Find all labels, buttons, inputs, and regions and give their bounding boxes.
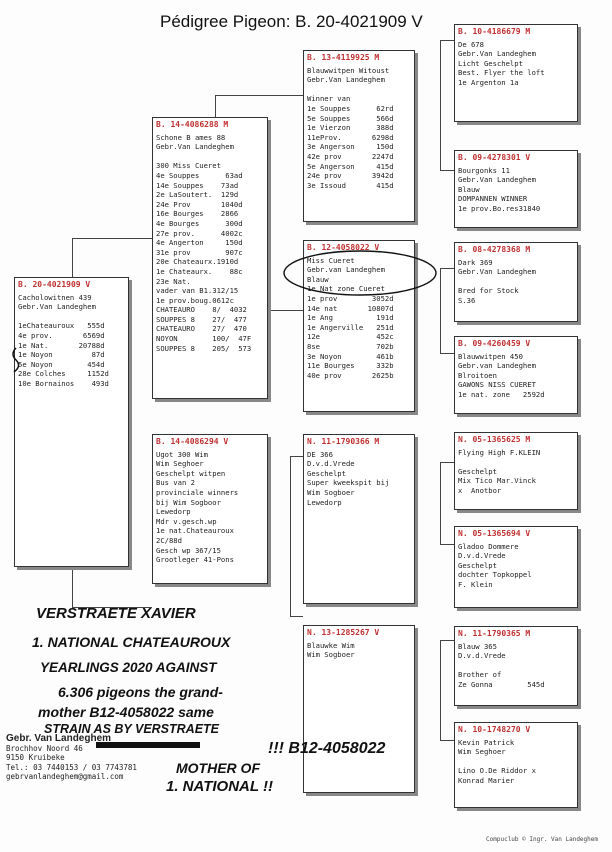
pedigree-line: Gebr.van Landeghem	[307, 265, 385, 275]
pedigree-line: 1e nat. zone 2592d	[458, 389, 545, 399]
pedigree-line: GAWONS NISS CUERET	[458, 380, 536, 390]
connector-line	[440, 462, 454, 463]
pedigree-line: Licht Geschelpt	[458, 58, 523, 68]
pedigree-line: Gebr.Van Landeghem	[458, 49, 536, 59]
pedigree-line: 1e Ang 191d	[307, 313, 394, 323]
ring-number: B. 20-4021909 V	[18, 280, 91, 289]
pedigree-line	[18, 312, 125, 322]
pedigree-line: 4e Angerton 150d	[156, 238, 243, 248]
pedigree-line: Blauw	[458, 184, 480, 194]
pedigree-line: 14e Souppes 73ad	[156, 180, 239, 190]
connector-line	[72, 567, 73, 607]
ggp-mmf-card	[454, 626, 578, 706]
pedigree-line: CHATEAURO 27/ 470	[156, 324, 247, 334]
pedigree-line: 3e Noyon 461b	[307, 351, 394, 361]
connector-line	[440, 40, 454, 41]
granddam-maternal-card	[303, 625, 415, 793]
pedigree-line: 16e Bourges 2866	[156, 209, 239, 219]
handwritten-note: MOTHER OF	[176, 760, 260, 776]
ring-number: B. 09-4278301 V	[458, 153, 531, 162]
ring-number: N. 05-1365625 M	[458, 435, 531, 444]
ring-number: B. 13-4119925 M	[307, 53, 380, 62]
pedigree-line: 14e nat 10807d	[307, 303, 394, 313]
page-title: Pédigree Pigeon: B. 20-4021909 V	[160, 12, 423, 31]
breeder-address: 9150 Kruibeke	[6, 753, 65, 762]
ring-number: B. 14-4086288 M	[156, 120, 229, 129]
ring-number: B. 12-4058022 V	[307, 243, 380, 252]
pedigree-line: Bred for Stock	[458, 286, 519, 296]
ring-number: N. 11-1790366 M	[307, 437, 380, 446]
pedigree-line: 23e Nat.	[156, 276, 191, 286]
pedigree-line: 8se 702b	[307, 341, 394, 351]
connector-line	[440, 740, 454, 741]
connector-line	[440, 640, 454, 641]
pedigree-line: De 678	[458, 39, 484, 49]
pedigree-line: Gebr.Van Landeghem	[307, 75, 385, 85]
pedigree-line: Lewedorp	[307, 497, 342, 507]
ring-number: N. 05-1365694 V	[458, 529, 531, 538]
pedigree-line: Konrad Marier	[458, 775, 515, 785]
pedigree-line: Gebr.Van Landeghem	[18, 302, 96, 312]
pedigree-line: Ze Gonna 545d	[458, 679, 545, 689]
pedigree-line: 2e LaSoutert. 129d	[156, 190, 239, 200]
pedigree-line: 11e Bourges 332b	[307, 361, 394, 371]
pedigree-line: Blauw	[307, 274, 329, 284]
pedigree-line: 24e prov 3942d	[307, 171, 394, 181]
pedigree-line: Geschelpt	[307, 468, 346, 478]
ggp-fmm-card	[454, 336, 578, 414]
pedigree-line: D.v.d.Vrede	[307, 459, 355, 469]
pedigree-line: Gebr.Van Landeghem	[458, 175, 536, 185]
pedigree-line: 1e Nat zone Cueret	[307, 284, 385, 294]
pedigree-line: Bus van 2	[156, 478, 195, 488]
pedigree-line: Miss Cueret	[307, 255, 355, 265]
pedigree-line: 1e prov.boug.0612c	[156, 295, 234, 305]
connector-line	[290, 616, 303, 617]
connector-line	[440, 268, 441, 353]
handwritten-note: !!! B12-4058022	[268, 740, 386, 757]
grandsire-paternal-card	[303, 50, 415, 222]
pedigree-line: D.v.d.Vrede	[458, 651, 506, 661]
pedigree-line: 4e prov. 6569d	[18, 330, 105, 340]
pedigree-line: Blauwke Wim	[307, 640, 355, 650]
pedigree-line: 3e Issoud 415d	[307, 180, 394, 190]
handwritten-note: YEARLINGS 2020 AGAINST	[40, 660, 217, 675]
pedigree-line: 5e Angerson 415d	[307, 161, 394, 171]
pedigree-line: Flying High F.KLEIN	[458, 447, 541, 457]
pedigree-line	[307, 85, 411, 95]
handwritten-note: VERSTRAETE XAVIER	[36, 605, 196, 622]
pedigree-line	[458, 661, 574, 671]
breeder-address: Brochhov Noord 46	[6, 743, 83, 753]
grandsire-maternal-card	[303, 434, 415, 604]
connector-line	[440, 170, 454, 171]
pedigree-line: 31e prov 907c	[156, 247, 243, 257]
pedigree-line: Gebr.Van Landeghem	[458, 267, 536, 277]
footer-credit: Compuclub © Ingr. Van Landeghem	[486, 836, 598, 843]
connector-line	[268, 310, 303, 311]
subject-pigeon-card	[14, 277, 129, 567]
pedigree-line: bij Wim Sogboor	[156, 497, 221, 507]
pedigree-line: provinciale winners	[156, 487, 239, 497]
pedigree-line: 12e 452c	[307, 332, 394, 342]
pedigree-line: Geschelpt	[458, 466, 497, 476]
granddam-paternal-card	[303, 240, 415, 412]
breeder-phone: Tel.: 03 7440153 / 03 7743781	[6, 762, 137, 772]
ring-number: N. 11-1790365 M	[458, 629, 531, 638]
pedigree-line: 1eChateauroux 555d	[18, 321, 105, 331]
pedigree-line: SOUPPES 8 205/ 573	[156, 343, 252, 353]
breeder-name: Gebr. Van Landeghem	[6, 733, 112, 744]
ring-number: B. 09-4260459 V	[458, 339, 531, 348]
pedigree-line: Bourgonks 11	[458, 165, 510, 175]
pedigree-line: x Anotbor	[458, 485, 502, 495]
pedigree-line: F. Klein	[458, 579, 493, 589]
pedigree-line: Cacholowitnen 439	[18, 292, 92, 302]
pedigree-line: Kevin Patrick	[458, 737, 515, 747]
pedigree-line: 1e nat.Chateauroux	[156, 526, 234, 536]
pedigree-line: Blauwwitpen 450	[458, 351, 523, 361]
pedigree-line: 1e Souppes 62rd	[307, 103, 394, 113]
connector-line	[440, 268, 454, 269]
pedigree-line: Super kweekspit bij	[307, 478, 390, 488]
breeder-info	[6, 734, 137, 782]
pedigree-line: Blauw 365	[458, 641, 497, 651]
pedigree-line: 1e Angerville 251d	[307, 322, 394, 332]
ggp-mfm-card	[454, 526, 578, 608]
pedigree-line: 1e prov.Bo.res31840	[458, 203, 541, 213]
pedigree-line: 300 Miss Cueret	[156, 161, 221, 171]
connector-line	[440, 40, 441, 170]
pedigree-line: 10e Bornainos 493d	[18, 378, 109, 388]
pedigree-line: 5e Noyon 454d	[18, 359, 105, 369]
handwritten-note: 1. NATIONAL !!	[166, 778, 273, 795]
breeder-email: gebrvanlandeghem@gmail.com	[6, 772, 124, 781]
pedigree-line: Geschelpt	[458, 560, 497, 570]
pedigree-line: D.v.d.Vrede	[458, 551, 506, 561]
pedigree-line: 40e prov 2625b	[307, 370, 394, 380]
pedigree-line: Wim Sogboer	[307, 650, 355, 660]
ggp-mff-card	[454, 432, 578, 510]
pedigree-line: Geschelpt witpen	[156, 468, 226, 478]
pedigree-line	[458, 457, 574, 467]
pedigree-line: vader van B1.312/15	[156, 286, 239, 296]
pedigree-line: Lino O.De Riddor x	[458, 766, 536, 776]
pedigree-line: Mix Tico Mar.Vinck	[458, 476, 536, 486]
pedigree-line: 28e Colches 1152d	[18, 369, 109, 379]
pedigree-line: 11eProv. 6298d	[307, 132, 394, 142]
ring-number: N. 10-1748270 V	[458, 725, 531, 734]
pedigree-line: Lewedorp	[156, 507, 191, 517]
pedigree-line: Gladoo Dommere	[458, 541, 519, 551]
pedigree-line: Blroitoen	[458, 370, 497, 380]
pedigree-line: 4e Bourges 300d	[156, 218, 243, 228]
ggp-fff-card	[454, 24, 578, 122]
pedigree-line: 1e Nat. 20788d	[18, 340, 105, 350]
pedigree-line: 5e Souppes 566d	[307, 113, 394, 123]
pedigree-line: 2C/88d	[156, 535, 182, 545]
pedigree-line: 24e Prov 1040d	[156, 199, 243, 209]
pedigree-line: 1e Noyon 87d	[18, 350, 105, 360]
pedigree-line	[458, 757, 574, 767]
connector-line	[72, 238, 152, 239]
pedigree-line: Winner van	[307, 94, 351, 104]
pedigree-line: Ugot 300 Wim	[156, 449, 208, 459]
pedigree-line: Wim Seghoer	[156, 459, 204, 469]
connector-line	[215, 95, 303, 96]
pedigree-line: CHATEAURO 8/ 4032	[156, 305, 247, 315]
connector-line	[290, 456, 303, 457]
pedigree-line: dochter Topkoppel	[458, 570, 532, 580]
ring-number: N. 13-1285267 V	[307, 628, 380, 637]
connector-line	[440, 544, 454, 545]
pedigree-line: Mdr v.gesch.wp	[156, 516, 217, 526]
pedigree-line: SOUPPES 8 27/ 477	[156, 314, 247, 324]
pedigree-line: 20e Chateaurx.1910d	[156, 257, 239, 267]
pedigree-line: Brother of	[458, 670, 502, 680]
pedigree-line: 1e Chateaurx. 88c	[156, 266, 243, 276]
pedigree-line: Dark 369	[458, 257, 493, 267]
pedigree-line: Wim Seghoer	[458, 747, 506, 757]
pedigree-line	[458, 277, 574, 287]
pedigree-line: Gebr.Van Landeghem	[156, 142, 234, 152]
handwritten-note: 6.306 pigeons the grand-	[58, 684, 223, 700]
mother-card	[152, 434, 268, 584]
pedigree-line: 3e Angerson 150d	[307, 142, 394, 152]
pedigree-line: Best. Flyer the loft	[458, 68, 545, 78]
pedigree-line: 1e Argenton 1a	[458, 77, 519, 87]
ring-number: B. 10-4186679 M	[458, 27, 531, 36]
father-card	[152, 117, 268, 399]
ring-number: B. 14-4086294 V	[156, 437, 229, 446]
pedigree-line: Grootleger 41-Pons	[156, 555, 234, 565]
handwritten-note: STRAIN AS BY VERSTRAETE	[44, 722, 220, 736]
connector-line	[440, 353, 454, 354]
pedigree-line: Gesch wp 367/15	[156, 545, 221, 555]
pedigree-line: NOYON 100/ 47F	[156, 334, 252, 344]
pedigree-line: DE 366	[307, 449, 333, 459]
ring-number: B. 08-4278368 M	[458, 245, 531, 254]
pedigree-line: S.36	[458, 295, 476, 305]
pedigree-line: 27e prov. 4002c	[156, 228, 243, 238]
pedigree-line: 1e Vierzon 388d	[307, 123, 394, 133]
pedigree-line: Gebr.van Landeghem	[458, 361, 536, 371]
handwritten-note: 1. NATIONAL CHATEAUROUX	[32, 634, 231, 650]
pedigree-line: 4e Souppes 63ad	[156, 170, 243, 180]
connector-line	[290, 456, 291, 616]
pedigree-line: 1e prov 3052d	[307, 293, 394, 303]
pedigree-line: Schone B ames 88	[156, 132, 226, 142]
connector-line	[440, 462, 441, 544]
ggp-mmm-card	[454, 722, 578, 808]
ggp-fmf-card	[454, 242, 578, 322]
pedigree-line: DOMPANNEN WINNER	[458, 194, 528, 204]
pedigree-line: Blauwwitpen Witoust	[307, 65, 390, 75]
connector-line	[440, 640, 441, 740]
pedigree-line: Wim Sogboer	[307, 487, 355, 497]
pedigree-line: 42e prov 2247d	[307, 151, 394, 161]
pedigree-line	[156, 152, 264, 162]
ggp-ffm-card	[454, 150, 578, 228]
handwritten-note: mother B12-4058022 same	[38, 704, 214, 720]
